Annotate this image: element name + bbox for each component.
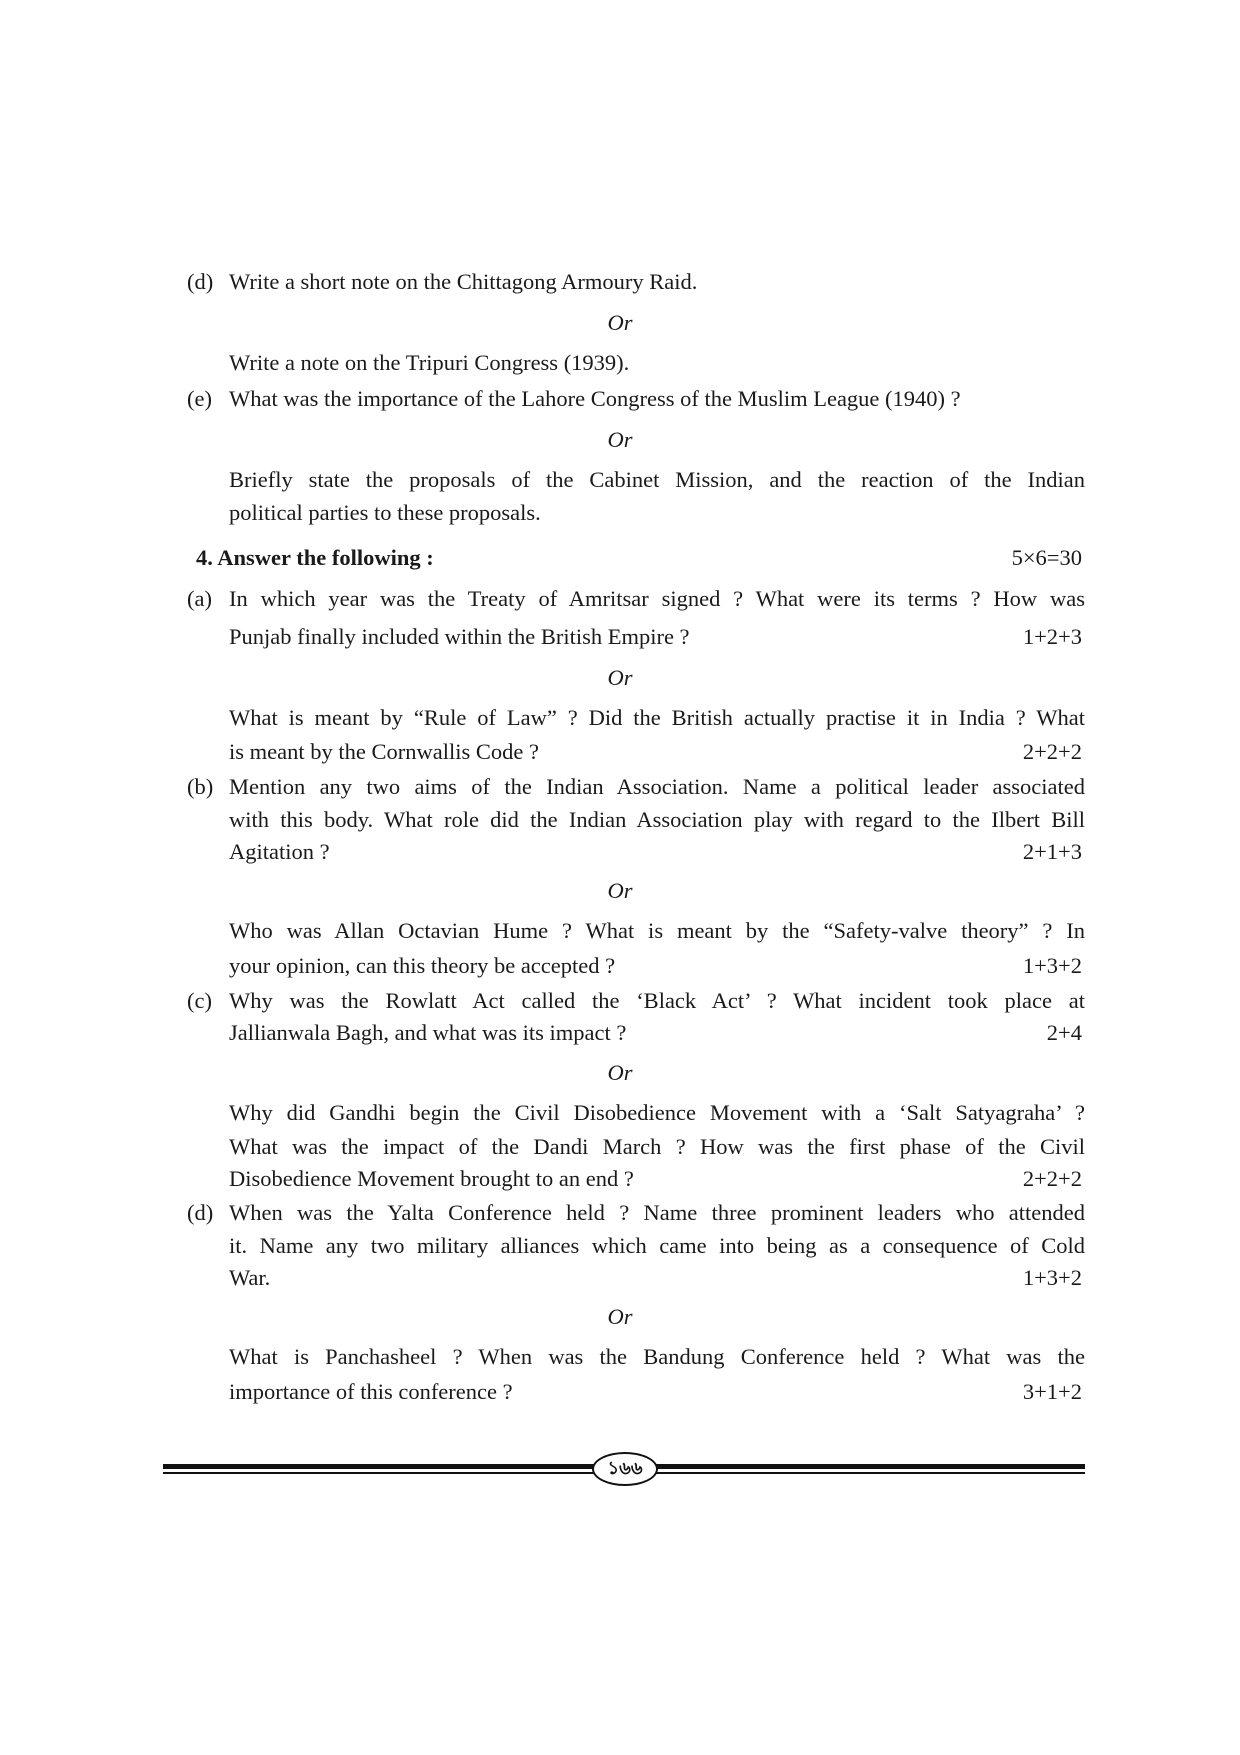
q3e-alternative-line: political parties to these proposals. — [229, 500, 541, 525]
q4c-alternative-line: Disobedience Movement brought to an end ? — [229, 1166, 634, 1191]
q3e-question: What was the importance of the Lahore Congress of the Muslim League (1940) ? — [229, 386, 961, 411]
q3e-label: (e) — [187, 386, 212, 411]
q4c-question-line: Jallianwala Bagh, and what was its impact ? — [229, 1020, 627, 1045]
or-separator: Or — [607, 665, 633, 690]
q4b-label: (b) — [187, 774, 214, 799]
q4b-question-line: Agitation ? — [229, 839, 330, 864]
q4b-alternative-marks: 1+3+2 — [1022, 953, 1082, 978]
q4d-question-line: When was the Yalta Conference held ? Name three prominent leaders who attended — [229, 1200, 1085, 1225]
q3d-question: Write a short note on the Chittagong Armoury Raid. — [229, 269, 698, 294]
q4a-question-line: In which year was the Treaty of Amritsar signed ? What were its terms ? How was — [229, 586, 1085, 611]
q4c-alternative-line: Why did Gandhi begin the Civil Disobedience Movement with a ‘Salt Satyagraha’ ? — [229, 1100, 1085, 1125]
q4b-alternative-line: Who was Allan Octavian Hume ? What is meant by the “Safety-valve theory” ? In — [229, 918, 1085, 943]
or-separator: Or — [607, 1060, 633, 1085]
or-separator: Or — [607, 1304, 633, 1329]
q3e-alternative-line: Briefly state the proposals of the Cabinet Mission, and the reaction of the Indian — [229, 467, 1085, 492]
q4d-label: (d) — [187, 1200, 214, 1225]
page-number-badge — [592, 1452, 658, 1486]
q4c-marks: 2+4 — [1046, 1020, 1082, 1045]
q4d-alternative-marks: 3+1+2 — [1022, 1379, 1082, 1404]
q4-heading: 4. Answer the following : — [196, 545, 434, 570]
q4a-label: (a) — [187, 586, 212, 611]
q4b-alternative-line: your opinion, can this theory be accepted ? — [229, 953, 616, 978]
q4d-question-line: War. — [229, 1265, 271, 1290]
q4a-alternative-marks: 2+2+2 — [1022, 739, 1082, 764]
q4c-question-line: Why was the Rowlatt Act called the ‘Black Act’ ? What incident took place at — [229, 988, 1085, 1013]
q4c-alternative-line: What was the impact of the Dandi March ? How was the first phase of the Civil — [229, 1134, 1085, 1159]
q4d-alternative-line: importance of this conference ? — [229, 1379, 513, 1404]
or-separator: Or — [607, 427, 633, 452]
q4c-label: (c) — [187, 988, 212, 1013]
q4d-marks: 1+3+2 — [1022, 1265, 1082, 1290]
q4a-marks: 1+2+3 — [1022, 624, 1082, 649]
or-separator: Or — [607, 878, 633, 903]
q4a-alternative-line: is meant by the Cornwallis Code ? — [229, 739, 539, 764]
or-separator: Or — [607, 310, 633, 335]
q4d-alternative-line: What is Panchasheel ? When was the Bandung Conference held ? What was the — [229, 1344, 1085, 1369]
q4a-question-line: Punjab finally included within the British Empire ? — [229, 624, 690, 649]
q4b-question-line: Mention any two aims of the Indian Association. Name a political leader associated — [229, 774, 1085, 799]
q3d-label: (d) — [187, 269, 214, 294]
q4b-marks: 2+1+3 — [1022, 839, 1082, 864]
q4-total-marks: 5×6=30 — [1011, 545, 1082, 570]
q4b-question-line: with this body. What role did the Indian Association play with regard to the Ilbert Bill — [229, 807, 1085, 832]
q3d-alternative: Write a note on the Tripuri Congress (1939). — [229, 350, 630, 375]
q4a-alternative-line: What is meant by “Rule of Law” ? Did the British actually practise it in India ? What — [229, 705, 1085, 730]
q4c-alternative-marks: 2+2+2 — [1022, 1166, 1082, 1191]
page-number: ১৬৬ — [607, 1457, 643, 1479]
q4d-question-line: it. Name any two military alliances which came into being as a consequence of Cold — [229, 1233, 1085, 1258]
